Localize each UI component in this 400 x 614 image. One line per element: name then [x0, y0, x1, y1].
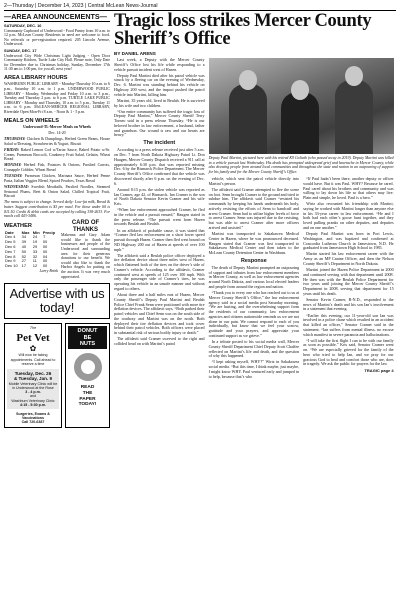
weather-row: Dec 8 52 32 04: [5, 253, 48, 259]
meals-header: MEALS ON WHEELS: [4, 117, 60, 124]
pet-vet-the: The: [29, 326, 37, 331]
announcement-2: [4, 49, 110, 72]
card-of-thanks-text: Makenna and Gary Adam would like to thank the businesses and people of the Underwood and surrounding area for their generous donations to our benefit. We would also like to thank the Harbor Angels for putting on the auction. It was very much appreciated.: [61, 233, 110, 279]
story-column-2: [209, 177, 300, 381]
paragraph: Deputy Paul Martini was born in Port Lewis, Washington, and was baptized and confirmed at Concordia Lutheran Church in Jamestown, N.D. He graduated from Jamestown High School in 1985.: [303, 231, 394, 251]
story-right-area: [209, 58, 394, 381]
photo-caption: Deputy Paul Martini, pictured here with his retired K9 Goliath (who passed away in 2019). Deputy Martini was killed in a vehicle pursuit last Wednesday. His death has prompted widespread grief and heartache in Mercer County, while also drawing people from around local communities and throughout the state and nation in an outpouring of support for his family and for the Mercer County Sheriff’s Office.: [208, 156, 394, 174]
paw-icon: ✿: [29, 344, 37, 354]
weather-col-header: Max: [21, 229, 30, 235]
paragraph: The affidavit said Cramer swerved to the right and collided head on with Martini’s patrol: [114, 336, 205, 346]
paragraph: In an affidavit of probable cause, it was stated that “Cramer fled law enforcement on a short lower speed pursuit through Hazen. Cramer then fled west bound on ND Highway 200 out of Hazen at speeds of over 100 mph.”: [114, 227, 205, 252]
paragraph: Martini joined the Hazen Police Department in 2000 and continued serving with that department until 2008. He then was with the Beulah Police Department for two years until joining the Mercer County Sheriff’s Department in 2008, serving that department for 15 years until his death.: [303, 267, 394, 296]
pet-vet-logo: Pet Vet: [16, 332, 50, 345]
pet-vet-services: Surgeries, Exams & Vaccinations: [16, 411, 50, 421]
pet-vet-time: 4:15 - 5:30 p.m.: [20, 402, 46, 407]
paragraph: “If Paul hadn’t been there, another deputy or officer would have. But it was Paul, WHY? Because he cared. Paul cared about his brothers and community and was willing to lay down his life so that others may live. Plain and simple, he loved. Paul is a hero.”: [303, 176, 394, 200]
weather-table: [4, 231, 58, 269]
paragraph: The affidavit said Cramer attempted to flee the scene on foot. Senn brought Cramer to the ground and tried to subdue him. The affidavit said Cramer “resisted his commands by keeping his hands underneath his body, actively resisting the efforts of Senn to handcuff and arrest Cramer. Senn had to utilize higher levels of force to arrest Cramer. Senn was injured due to the resisting, but was able to arrest Cramer after more officers arrived and assisted.”: [208, 186, 300, 230]
meal-item: WEDNESDAY: Swedish Meatballs, Parslied Noodles, Steamed Seasonal Plums, Beet & Onion Salad, Chilled Tropical Fruit, Biscuit: [4, 185, 110, 199]
donut-headline: DONUT BE NUTS: [68, 326, 107, 349]
pet-vet-ad: [4, 323, 62, 427]
paragraph: According to a press release received just after 5 a.m. on Dec. 7 from North Dakota Highway Patrol Lt. Don Haugen, Mercer County Dispatch received a 911 call at approximately 6:30 p.m. that was reported missing Dec. 6 by the Bismarck Police Department. The Mercer County Sheriff’s Office confirmed that the vehicle was discovered shortly after 6 p.m. on the evening of Dec. 6.: [114, 147, 205, 186]
story-columns: [114, 58, 396, 381]
page-folio: 2—Thursday | December 14, 2023 | Central McLean News-Journal: [4, 3, 396, 11]
weather-row: Dec 5 39 19 00: [5, 239, 48, 245]
story-byline: BY DANIEL ARENS: [114, 51, 156, 56]
meal-item: THURSDAY: Chicken & Dumplings, Herbed Green Beans, House Salad w/Dressing, Strawberries & Yogurt, Biscuit: [4, 137, 110, 146]
paragraph: In a tribute posted to his social media wall, Mercer County Sheriff Department Chief Deputy Scott Chaffee reflected on Martini’s life and death, and the question of why this happened.: [208, 339, 300, 359]
subhead: The incident: [143, 140, 176, 147]
paragraph: “I will take the first flight I can to be with our family as soon as possible,” Kris said, Senator Cramer went on. “We are especially grieved for the family of the hero who tried to help Ian, and we pray for our gracious God to heal and comfort those who are, does in tragedy. We ask the public for prayers for the law: [303, 337, 394, 367]
meal-item: TUESDAY: Parmesan Chicken, Marinara Sauce, Herbed Penne Pasta, Italian Veggies Blend, Spiced Peaches, Texas Bread: [4, 174, 110, 183]
donut-footer: READ THE PAPER TODAY!: [78, 385, 97, 408]
paragraph: The affidavit said a Beulah police officer deployed a tire deflation device about three miles west of Hazen, which flattened both of the tires on the driver’s side of Cramer’s vehicle. According to the affidavit, Cramer continued west at speeds of 125 over 100 mph. With only the passenger side of Cramer’s tires, he was operating his vehicle in an unsafe manner and without regard to others.: [114, 252, 205, 291]
card-of-thanks-title: CARD OF THANKS: [71, 220, 100, 233]
weather-row: Dec 7 50 33 00: [5, 248, 48, 254]
donut-icon: [74, 353, 102, 381]
paragraph: About three and a half miles east of Hazen, Mercer County Sheriff’s Deputy Paul Martini and Beulah Police Chief Frank Senn were positioned with more tire deflation devices. The affidavit says, “Both parked their patrol vehicles and Chief Senn was on the south side of the roadway and Martini was on the north. Both deployed their tire deflation devices and took cover behind their patrol vehicles. Both officers were placed in substantial risk of serious bodily injury or death.”: [114, 292, 205, 336]
meals-subheader: Underwood-Tl.-Mercer Meals on Wheels: [23, 124, 91, 129]
weather-row: Dec 6 40 29 00: [5, 243, 48, 249]
advertise-banner: Advertise with us today!: [4, 283, 110, 319]
pet-vet-clinic: Mobile Veterinary Clinic will be in Underwood at the Rose: [8, 381, 58, 390]
pet-vet-phone: Call 720-6387: [21, 420, 45, 425]
pet-vet-and: and: [30, 394, 36, 399]
pet-vet-note: Will now be taking appointments. Call ahead to reserve a time: [10, 353, 56, 366]
meals-dates: Dec. 14-20: [48, 131, 66, 136]
paragraph: “When law enforcement approached Cramer, he fled in the vehicle and a pursuit ensued,” Haugen stated in the press release. “The pursuit went from Hazen towards Beulah and Beulah.: [114, 207, 205, 227]
weather-row: Dec 4 34 24 T: [5, 234, 46, 240]
paragraph: Around 8:15 p.m. the stolen vehicle was reported as Ian Cramer, age 42, of Bismarck. Ian Cramer is the son of North Dakota Senator Kevin Cramer and his wife Kris.: [114, 186, 205, 207]
story-headline: Tragic loss strikes Mercer County Sheriff’s Office: [114, 11, 372, 49]
story-column-1: [114, 58, 205, 381]
weather-signature: Larry Brink: [39, 268, 58, 273]
paragraph: The death of Deputy Martini prompted an outpouring of support and tributes from law enforcement members in Mercer County, as well as law enforcement agencies around North Dakota, and various local elected leaders and people from around the region and nation.: [208, 264, 300, 289]
weather-col-header: Precip: [42, 229, 56, 235]
pet-vet-schedule: [7, 369, 59, 409]
left-column: [4, 12, 110, 428]
paragraph: “Earlier this evening, our 11-year-old son Ian was involved in a police chase which resulted in an accident that killed an officer,” Senator Cramer said in the statement. “Ian suffers from mental illness, no excuse which manifest in severe paranoia and hallucinations.: [303, 312, 394, 337]
meal-item: MONDAY: Herbed Fish, Potatoes & Onions, Parslied Carrots, Cranapple Cobbler, Wheat Bread: [4, 163, 110, 173]
area-announcements-header: —AREA ANNOUNCEMENTS—: [4, 13, 110, 22]
pet-vet-date: Tuesday, Dec. 26: [14, 370, 52, 376]
weather-box: [4, 220, 58, 279]
weather-header: WEATHER: [4, 223, 32, 230]
paragraph: Martin started his law enforcement career with the Army as an MP Canine Officer, and then the Nelson County Sheriff’s Department in North Dakota.: [303, 251, 394, 266]
main-story: [114, 12, 396, 381]
paragraph: Wirtz also recounted his friendship with Martini, saying he worked with Martini longer than anyone else in his 33-year career in law enforcement. “He and I both had each other’s goose hunt together, and they loved pulling pranks on other deputies, and deputies and on one another.”: [303, 201, 394, 230]
announcement-day: SUNDAY, DEC. 17: [4, 47, 37, 53]
paragraph: Martini was transported to Sakakawea Medical Center in Hazen, where he was pronounced deceased. Haugen stated that Cramer was first transported to Sakakawea Medical Center and then taken to the McLean County Detention Center in Washburn.: [208, 231, 300, 256]
pet-vet-place: Washburn Veterinary Clinic: [11, 398, 55, 403]
jump-line: TRAGIC page 4: [364, 367, 394, 373]
paragraph: vehicle, which sent the patrol vehicle directly into Martini’s person.: [208, 176, 300, 186]
paragraph: Last week, a Deputy with the Mercer County Sheriff’s Office lost his life while responding to a vehicle pursuit incident west of Hazen.: [114, 57, 205, 72]
paragraph: “I kept asking myself, WHY?” Wirtz in Sakakawea social media. “But this time, I think maybe, just maybe, I might know WHY. Paul ventured early and jumped in to help, because that’s who: [208, 359, 300, 379]
pet-vet-date: & Tuesday, Jan. 9: [13, 376, 53, 382]
library-hours-header: AREA LIBRARY HOURS: [4, 74, 68, 81]
announcement-text: Underwood City Wide Christmas Light Judging - Open Door Community Kitchen, Turtle Lake City Hall. Please note, Only Date for December due to Christmas holiday, Sunday, December 17th 11:30 am to 1:00 pm, for you all, next year!: [4, 53, 110, 72]
library-hours-text: WASHBURN PUBLIC LIBRARY - Monday-Thursday 10 a.m. to 6 p.m., Saturday 10 a.m. to 1 p.m. UNDERWOOD PUBLIC LIBRARY - Monday, Wednesday and Friday 10 a.m. to 3 p.m., Tuesday and Thursday 2 p.m. to 6 p.m. TURTLE LAKE PUBLIC LIBRARY - Monday and Thursday, 10 a.m. to 5 p.m., Tuesday 11 a.m. to 6 p.m. McLEAN-MERCER REGIONAL LIBRARY, Riverdale Open Mon-Fri 8 a.m. - Noon & 1 - 5 p.m.: [4, 82, 110, 114]
card-of-thanks: [61, 220, 110, 279]
weather-col-header: Date: [5, 229, 14, 235]
weather-row: Dec 10 17 12 00: [5, 263, 48, 269]
paragraph: “Thank you to every one who has reached out to us at Mercer County Sheriff’s Office,” the law enforcement agency said in a social media post Saturday morning. “We are hurting, and the overwhelming support from the residents of our community, law enforcement agencies and citizens nationwide reminds us we are not alone in our pain. We cannot respond to each of you individually, but know that we feel your sorrow, gratitude and your prayers, and appreciate your continued support as we grieve.”: [208, 290, 300, 338]
donut-be-nuts-ad: [65, 323, 110, 427]
paragraph: “Our entire community has suffered the tragic loss of Deputy Paul Martini,” Mercer County Sheriff Terry Torneo said in a press release Thursday. “He is our beloved brother in law enforcement, a husband, father and grandson. Our wound is raw and our hearts are heavy.”: [114, 108, 205, 138]
ads-row: [4, 323, 110, 427]
meal-item: FRIDAY: Baked Lemon Cod w/Tartar Sauce, Baked Potato w/Sr. Cream, Parmesan Broccoli, Cranberry Fruit Salad, Gelatin, Wheat Bread: [4, 148, 110, 162]
story-column-3: [303, 177, 394, 381]
paragraph: Martini, 35 years old, lived in Beulah. He is survived by his wife and two children.: [114, 97, 205, 108]
announcement-day: SATURDAY, DEC. 16: [4, 23, 42, 28]
weather-col-header: Min: [32, 229, 40, 235]
paragraph: Senator Kevin Cramer, R-N.D., responded to the news of Martini’s death and his son Ian’s involvement in a statement that evening.: [303, 296, 394, 312]
deputy-photo: [209, 58, 394, 154]
weather-row: Dec 9 27 11 00: [5, 258, 48, 264]
announcement-text: Community Cupboard of Underwood - Food Pantry from 10 a.m. to 12 p.m. McLean County Residents in need are welcome to food. No referrals or pre-registration required. 205 Lincoln Avenue, Underwood.: [4, 28, 110, 47]
weather-and-card: [4, 220, 110, 279]
story-lower-columns: [209, 177, 394, 381]
subhead: Response: [240, 257, 267, 264]
announcement-1: [4, 24, 110, 47]
paragraph: Deputy Paul Martini died after his patrol vehicle was struck by a fleeing car on the evening of Wednesday, Dec. 6. Martini was standing behind his vehicle on Highway 200 west, and the impact pushed the patrol vehicle into Martini, killing him.: [114, 72, 205, 97]
pet-vet-time: 3 - 4 p.m.: [25, 390, 41, 395]
meals-note: The menu is subject to change. Served daily: Low-fat milk, Bread & butter. Suggest contribution is $3 per meal. For those under 60 is $11.50. Credit & debit cards are accepted by calling 338-2633. For meals call 443-3486.: [4, 200, 110, 219]
